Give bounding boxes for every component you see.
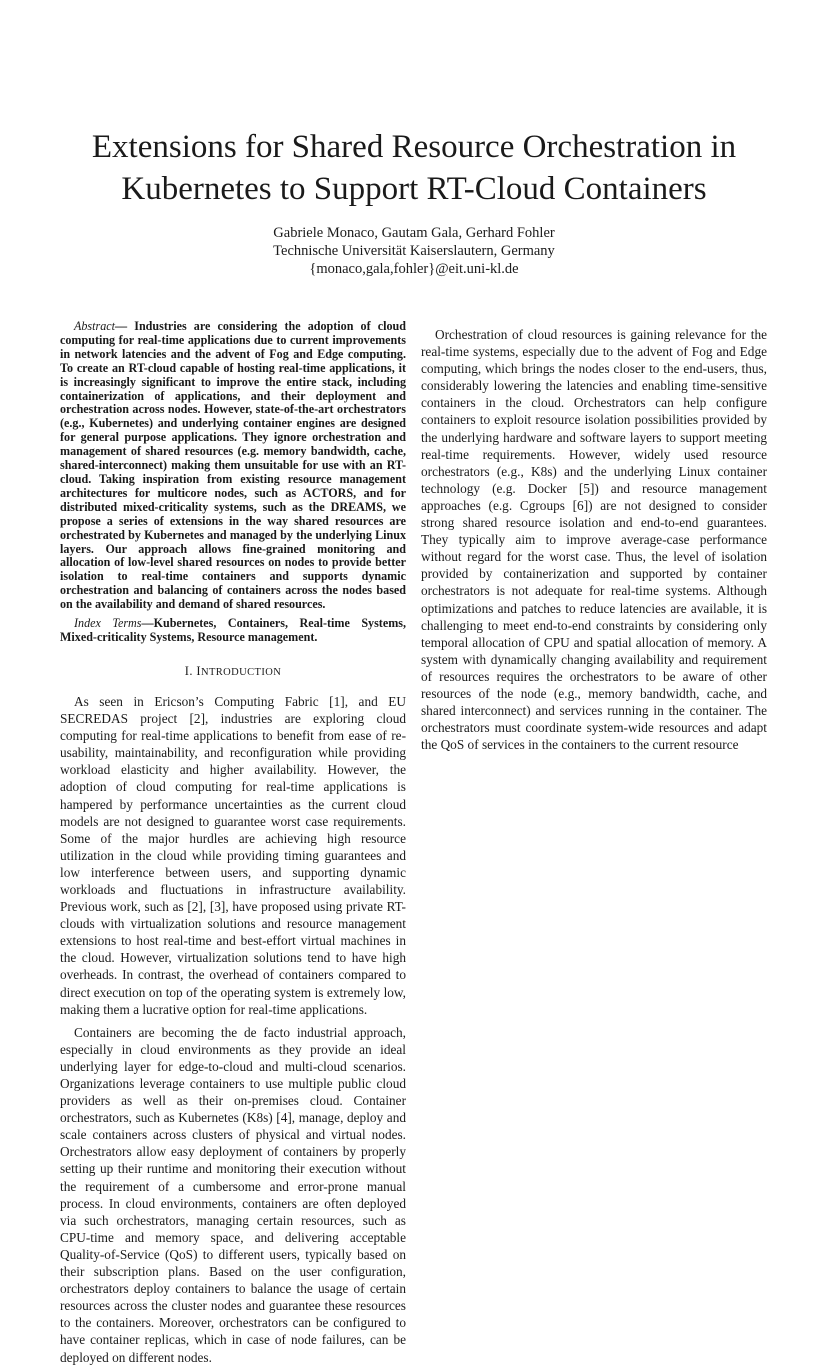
section-number: I. <box>184 663 197 678</box>
abstract-label: Abstract <box>74 319 115 333</box>
intro-paragraph-1: As seen in Ericson’s Computing Fabric [1], and EU SECREDAS project [2], industries are exploring cloud computing for real-time applications to benefit from ease of re-usability, maintainability, and reconfiguration while providing workload elasticity and higher availability. However, the adoption of cloud computing for real-time applications is hampered by performance uncertainties as the current cloud models are not designed to guarantee worst case requirements. Some of the major hurdles are achieving high resource utilization in the cloud while providing timing guarantees and low interference between users, and supporting dynamic workloads and fluctuations in infrastructure availability. Previous work, such as [2], [3], have proposed using private RT-clouds with virtualization solutions and resource management extensions to host real-time and best-effort virtual machines in the cloud. However, virtualization solutions tend to have high overheads. In contrast, the overhead of containers compared to direct execution on top of the operating system is extremely low, making them a lucrative option for real-time applications. <box>60 693 406 1017</box>
section-title-rest: NTRODUCTION <box>200 666 282 678</box>
section-heading-introduction <box>60 663 406 681</box>
index-terms <box>60 617 406 645</box>
intro-paragraph-3: Orchestration of cloud resources is gaining relevance for the real-time systems, especially due to the advent of Fog and Edge computing, which brings the nodes closer to the end-users, thus, considerably lowering the latencies and enabling time-sensitive containers in the cloud. Orchestrators can help configure containers to exploit resource isolation possibilities provided by the underlying hardware and software layers to support meeting real-time requirements. However, widely used resource orchestrators (e.g., K8s) and the underlying Linux container technology (e.g. Docker [5]) and resource management approaches (e.g. Cgroups [6]) are not designed to consider strong shared resource isolation and end-to-end guarantees. They typically aim to improve average-case performance without regard for the worst case. Thus, the level of isolation provided by containerization and supported by container orchestrators is not adequate for real-time systems. Although optimizations and patches to reduce latencies are available, it is challenging to meet end-to-end constraints by considering only temporal allocation of CPU and spatial allocation of memory. A system with dynamically changing availability and requirement of resources requires the orchestrators to be aware of other resources of the node (e.g., memory bandwidth, cache, and shared interconnect) and services running in the container. The orchestrators must coordinate system-wide resources and adapt the QoS of services in the containers to the current resource <box>421 327 767 753</box>
left-column <box>60 320 406 1366</box>
abstract <box>60 320 406 612</box>
right-column <box>421 320 767 753</box>
author-names: Gabriele Monaco, Gautam Gala, Gerhard Fohler <box>273 225 555 241</box>
author-email: {monaco,gala,fohler}@eit.uni-kl.de <box>309 261 519 277</box>
abstract-text: Industries are considering the adoption of cloud computing for real-time applications due to current improvements in network latencies and the advent of Fog and Edge computing. To create an RT-cloud capable of hosting real-time applications, it is increasingly significant to improve the entire stack, including containerization of applications, and their deployment and orchestration across nodes. However, state-of-the-art orchestrators (e.g., Kubernetes) and underlying container engines are designed for general purpose applications. They ignore orchestration and management of shared resources (e.g. memory bandwidth, cache, shared-interconnect) making them unsuitable for use with an RT-cloud. Taking inspiration from existing resource management architectures for multicore nodes, such as ACTORS, and for distributed mixed-criticality systems, such as the DREAMS, we propose a series of extensions in the way shared resources are orchestrated by Kubernetes and managed by the underlying Linux layers. Our approach allows fine-grained monitoring and allocation of low-level shared resources on nodes to provide better isolation to real-time containers and supports dynamic orchestration and balancing of containers across the nodes based on the availability and demand of shared resources. <box>60 319 406 612</box>
author-block <box>0 224 828 278</box>
intro-paragraph-2-text: Containers are becoming the de facto industrial approach, especially in cloud environments as they provide an ideal underlying layer for edge-to-cloud and multi-cloud scenarios. Organizations leverage containers to use multiple public cloud providers as well as their on-premises cloud. Container orchestrators, such as Kubernetes (K8s) [4], manage, deploy and scale containers across clusters of physical and virtual nodes. Orchestrators allow easy deployment of containers by properly setting up their runtime and monitoring their execution without the requirement of a cumbersome and error-prone manual process. In cloud environments, containers are often deployed via such orchestrators, managing certain resources, such as CPU-time and memory space, and delivering acceptable Quality-of-Service (QoS) to different users, typically based on their subscription plans. Based on the user configuration, orchestrators deploy containers to balance the usage of certain resources across the cluster nodes and guarantee these resources to the containers. Moreover, orchestrators can be configured to have container replicas, which in case of node failures, can be deployed on different nodes. <box>60 1024 406 1365</box>
index-terms-text: —Kubernetes, Containers, Real-time Systems, Mixed-criticality Systems, Resource management. <box>60 616 406 644</box>
author-affiliation: Technische Universität Kaiserslautern, Germany <box>273 243 555 259</box>
section-title-first-letter: I <box>196 663 201 678</box>
intro-paragraph-2 <box>60 1024 406 1366</box>
index-terms-label: Index Terms <box>74 616 142 631</box>
abstract-dash: — <box>114 319 135 333</box>
paper-title: Extensions for Shared Resource Orchestration in Kubernetes to Support RT-Cloud Containers <box>91 129 737 207</box>
